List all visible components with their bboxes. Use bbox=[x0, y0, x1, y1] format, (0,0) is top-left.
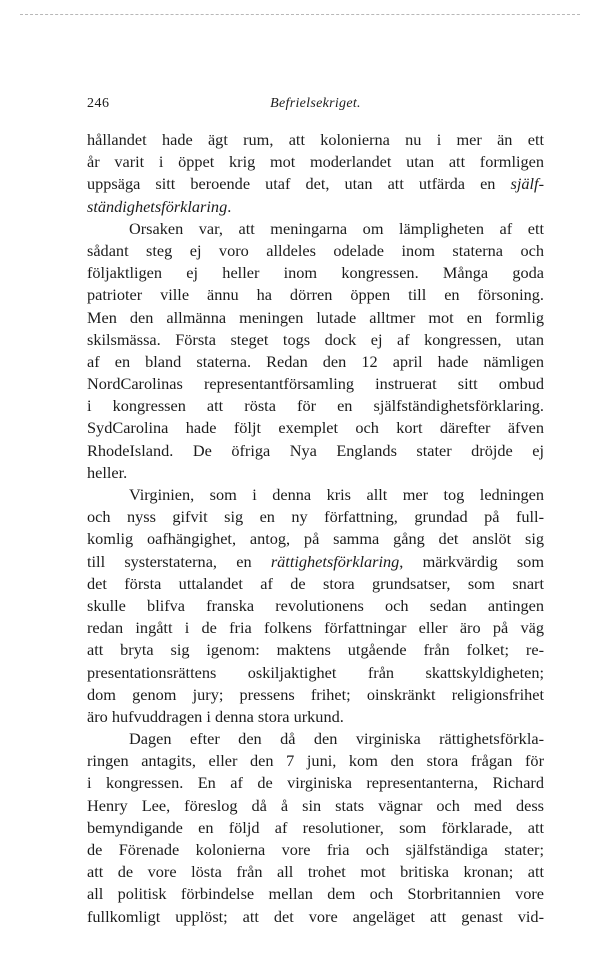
italic-term: rättighetsförklaring bbox=[270, 551, 400, 571]
line-text: äro hufvuddragen i denna stora urkund. bbox=[87, 706, 344, 726]
text-line bbox=[87, 240, 544, 262]
line-text: i kongressen att rösta för en själfständighetsförklaring. bbox=[87, 396, 544, 416]
text-line bbox=[87, 617, 544, 639]
line-text: Henry Lee, föreslog då å sin stats vägnar och med dess bbox=[87, 795, 544, 815]
line-text: fullkomligt upplöst; att det vore angeläget att genast vid- bbox=[87, 906, 544, 926]
line-text: RhodeIsland. De öfriga Nya Englands stater dröjde ej bbox=[87, 440, 544, 460]
line-text: år varit i öppet krig mot moderlandet utan att formligen bbox=[87, 152, 544, 172]
text-line bbox=[87, 795, 544, 817]
line-text-after: . bbox=[227, 196, 232, 216]
line-text: hållandet hade ägt rum, att kolonierna nu i mer än ett bbox=[87, 130, 544, 149]
text-line bbox=[87, 551, 544, 573]
line-text: Dagen efter den då den virginiska rättighetsförkla- bbox=[129, 729, 544, 749]
text-line bbox=[87, 196, 544, 218]
text-line bbox=[87, 839, 544, 861]
line-text: uppsäga sitt beroende utaf det, utan att utfärda en bbox=[87, 174, 511, 194]
line-text: ringen antagits, eller den 7 juni, kom den stora frågan för bbox=[87, 751, 544, 771]
text-line bbox=[87, 728, 544, 750]
text-line bbox=[87, 262, 544, 284]
text-line bbox=[87, 329, 544, 351]
page-header bbox=[87, 96, 544, 116]
line-text: följaktligen ej heller inom kongressen. Många goda bbox=[87, 263, 544, 283]
line-text: all politisk förbindelse mellan dem och Storbritannien vore bbox=[87, 884, 544, 904]
line-text: sådant steg ej voro alldeles odelade inom staterna och bbox=[87, 240, 544, 260]
page-number: 246 bbox=[87, 96, 110, 111]
line-text: redan ingått i de fria folkens författningar eller äro på väg bbox=[87, 618, 544, 638]
italic-term: själf- bbox=[510, 174, 544, 194]
text-line bbox=[87, 218, 544, 240]
line-text-after: , märkvärdig som bbox=[399, 551, 544, 571]
text-line bbox=[87, 173, 544, 195]
line-text: det första uttalandet af de stora grundsatser, som snart bbox=[87, 573, 544, 593]
line-text: presentationsrättens oskiljaktighet från skattskyldigheten; bbox=[87, 662, 544, 682]
text-line bbox=[87, 639, 544, 661]
text-line bbox=[87, 662, 544, 684]
line-text: komlig oafhängighet, antog, på samma gång det anslöt sig bbox=[87, 529, 544, 549]
line-text: de Förenade kolonierna vore fria och själfständiga stater; bbox=[87, 840, 544, 859]
line-text: dom genom jury; pressens frihet; oinskränkt religionsfrihet bbox=[87, 684, 544, 704]
text-line bbox=[87, 395, 544, 417]
text-line bbox=[87, 484, 544, 506]
line-text: att de vore lösta från all trohet mot britiska kronan; att bbox=[87, 862, 544, 882]
text-line bbox=[87, 440, 544, 462]
line-text: bemyndigande en följd af resolutioner, som förklarade, att bbox=[87, 817, 544, 837]
line-text: och nyss gifvit sig en ny författning, grundad på full- bbox=[87, 507, 544, 527]
text-line bbox=[87, 906, 544, 928]
line-text: att bryta sig igenom: maktens utgående från folket; re- bbox=[87, 640, 544, 660]
text-line bbox=[87, 595, 544, 617]
text-line bbox=[87, 750, 544, 772]
line-text: Men den allmänna meningen lutade alltmer mot en formlig bbox=[87, 307, 544, 327]
line-text: patrioter ville ännu ha dörren öppen till en försoning. bbox=[87, 285, 544, 305]
text-line bbox=[87, 351, 544, 373]
text-line bbox=[87, 772, 544, 794]
line-text: heller. bbox=[87, 462, 128, 482]
line-text: Orsaken var, att meningarna om lämpligheten af ett bbox=[129, 218, 544, 238]
text-line bbox=[87, 573, 544, 595]
text-line bbox=[87, 817, 544, 839]
text-line bbox=[87, 307, 544, 329]
line-text: Virginien, som i denna kris allt mer tog ledningen bbox=[129, 485, 544, 504]
line-text: till systerstaterna, en bbox=[87, 551, 271, 571]
running-title: Befrielsekriget. bbox=[270, 96, 361, 111]
text-line bbox=[87, 284, 544, 306]
line-text: i kongressen. En af de virginiska representanterna, Richard bbox=[87, 773, 544, 793]
text-line bbox=[87, 151, 544, 173]
body-text bbox=[87, 129, 544, 928]
line-text: skulle blifva franska revolutionens och sedan antingen bbox=[87, 595, 544, 615]
line-text: skilsmässa. Första steget togs dock ej af kongressen, utan bbox=[87, 329, 544, 349]
italic-term: ständighetsförklaring bbox=[87, 196, 228, 216]
top-edge-rule bbox=[20, 14, 580, 15]
text-line bbox=[87, 861, 544, 883]
line-text: NordCarolinas representantförsamling instruerat sitt ombud bbox=[87, 374, 544, 394]
text-line bbox=[87, 883, 544, 905]
text-line bbox=[87, 706, 544, 728]
text-line bbox=[87, 684, 544, 706]
text-line bbox=[87, 528, 544, 550]
line-text: SydCarolina hade följt exemplet och kort därefter äfven bbox=[87, 418, 544, 438]
text-line bbox=[87, 462, 544, 484]
text-line bbox=[87, 506, 544, 528]
text-line bbox=[87, 373, 544, 395]
text-line bbox=[87, 417, 544, 439]
text-line bbox=[87, 129, 544, 151]
line-text: af en bland staterna. Redan den 12 april hade nämligen bbox=[87, 351, 544, 371]
